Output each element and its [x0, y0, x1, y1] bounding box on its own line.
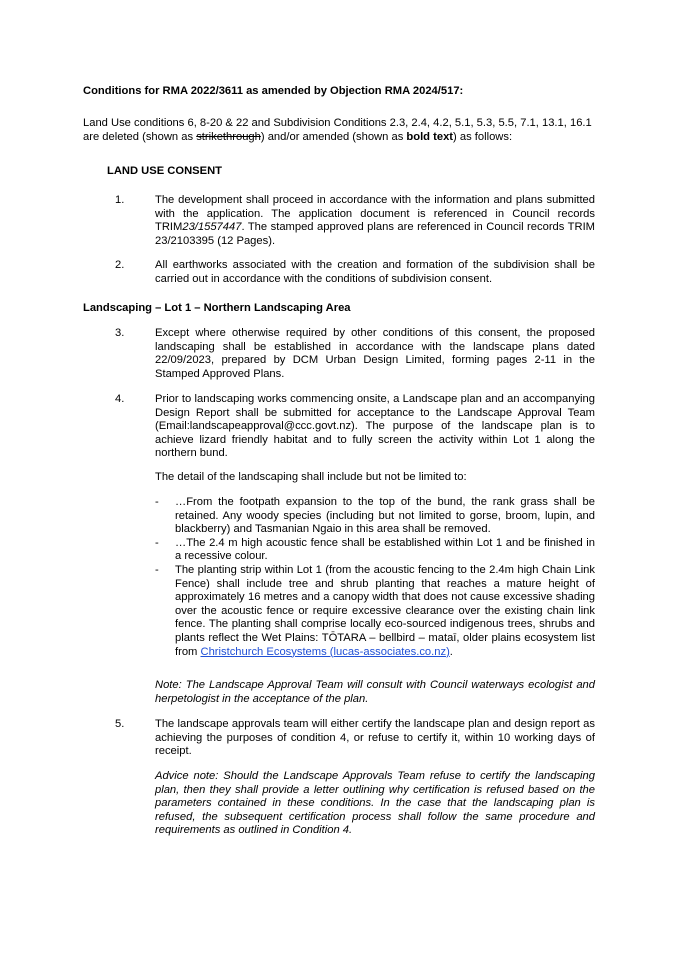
- condition-number: 3.: [115, 327, 125, 339]
- intro-text-1: Land Use conditions 6, 8-20 & 22 and Subdivision Conditions 2.3, 2.4, 4.2, 5.1, 5.3, 5.5, 7.1, 13.1, 16.1 are deleted (shown as: [83, 117, 592, 143]
- bold-text-example: bold text: [406, 130, 454, 143]
- subsection-heading: Landscaping – Lot 1 – Northern Landscaping Area: [83, 302, 351, 314]
- strikethrough-example: strikethrough: [196, 130, 261, 143]
- condition-number: 2.: [115, 259, 125, 271]
- condition-text: [155, 194, 595, 248]
- list-item: [155, 564, 595, 659]
- list-item: [155, 537, 595, 564]
- advice-note: Advice note: Should the Landscape Approvals Team refuse to certify the landscaping plan, then they shall provide a letter outlining why certification is refused based on the parameters contained in these conditions. In the case that the landscaping plan is refused, the subsequent certification process shall follow the same procedure and requirements as outlined in Condition 4.: [155, 770, 595, 837]
- condition-number: 1.: [115, 194, 125, 206]
- condition-number: 5.: [115, 718, 125, 730]
- list-item: [155, 496, 595, 537]
- document-title: Conditions for RMA 2022/3611 as amended by Objection RMA 2024/517:: [83, 85, 464, 97]
- condition-text-part: The development shall proceed in accordance with the information and plans submitted with the application. The application document is referenced in Council records TRIM: [155, 194, 595, 234]
- condition-text: Prior to landscaping works commencing onsite, a Landscape plan and an accompanying Design Report shall be submitted for acceptance to the Landscape Approval Team (Email:landscapeapproval@ccc.govt.nz). The purpose of the landscape plan is to achieve lizard friendly habitat and to fully screen the activity within Lot 1 along the northern bund.: [155, 393, 595, 460]
- list-item-text: …From the footpath expansion to the top of the bund, the rank grass shall be retained. Any woody species (including but not limited to gorse, broom, lupin, and blackberry) and Tasmanian Ngaio in this area shall be removed.: [175, 496, 595, 536]
- condition-text: The landscape approvals team will either certify the landscape plan and design report as achieving the purposes of condition 4, or refuse to certify it, within 10 working days of receipt.: [155, 718, 595, 758]
- condition-text: Except where otherwise required by other conditions of this consent, the proposed landscaping shall be established in accordance with the landscape plans dated 22/09/2023, prepared by DCM Urban Design Limited, forming pages 2-11 in the Stamped Approved Plans.: [155, 327, 595, 380]
- bullet-marker: -: [155, 496, 159, 508]
- condition-number: 4.: [115, 393, 125, 405]
- intro-paragraph: [83, 117, 595, 144]
- approval-note: Note: The Landscape Approval Team will consult with Council waterways ecologist and herpetologist in the acceptance of the plan.: [155, 679, 595, 705]
- intro-text-3: ) as follows:: [453, 130, 513, 143]
- list-item-text-part: The planting strip within Lot 1 (from the acoustic fencing to the 2.4m high Chain Link Fence) shall include tree and shrub planting that reaches a mature height of approximately 16 metres and a canopy width that does not cause excessive shading over the acoustic fence or require excessive clearance over the existing chain link fence. The planting shall comprise locally eco-sourced indigenous trees, shrubs and plants reflect the Wet Plains: TŌTARA – bellbird – mataī, older plains ecosystem list from: [175, 563, 595, 658]
- bullet-marker: -: [155, 563, 159, 576]
- condition-text-part: . The stamped approved plans are referenced in Council records TRIM 23/2103395 (12 Pages).: [155, 221, 595, 247]
- bullet-marker: -: [155, 536, 159, 549]
- intro-text-2: ) and/or amended (shown as: [260, 130, 407, 143]
- list-item-text: [155, 564, 595, 659]
- ecosystems-link[interactable]: Christchurch Ecosystems (lucas-associates.co.nz): [200, 645, 450, 658]
- list-item-text: …The 2.4 m high acoustic fence shall be established within Lot 1 and be finished in a recessive colour.: [175, 536, 595, 563]
- section-heading: LAND USE CONSENT: [107, 165, 222, 177]
- trim-reference: 23/1557447: [182, 221, 242, 234]
- list-item-text-part: .: [449, 645, 453, 658]
- landscaping-details-list: [155, 496, 595, 659]
- detail-intro: The detail of the landscaping shall include but not be limited to:: [155, 471, 467, 483]
- condition-text: All earthworks associated with the creation and formation of the subdivision shall be carried out in accordance with the conditions of subdivision consent.: [155, 259, 595, 285]
